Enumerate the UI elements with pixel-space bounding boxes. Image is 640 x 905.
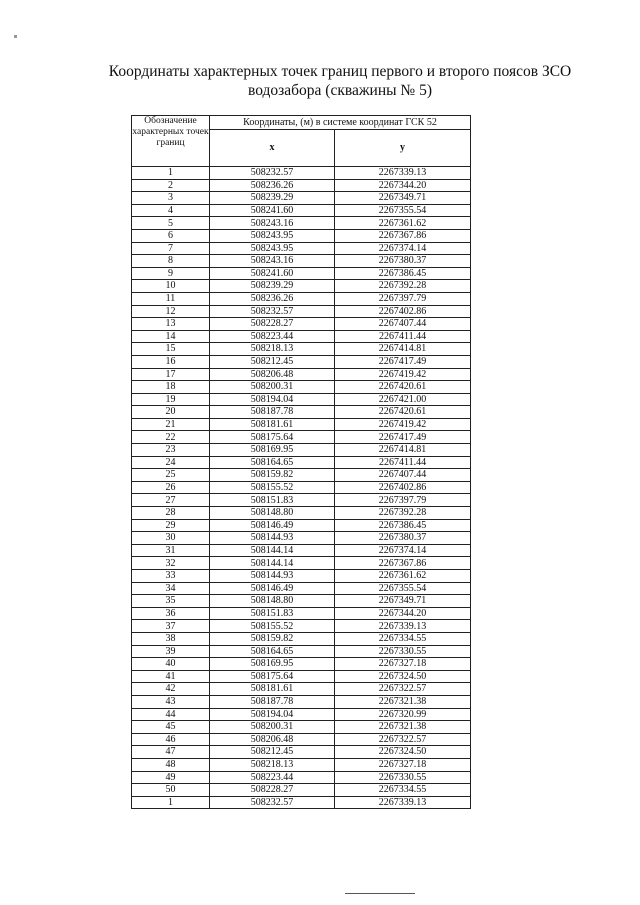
point-number-cell: 49: [132, 771, 210, 784]
table-row: [132, 607, 471, 620]
point-number-cell: 1: [132, 167, 210, 180]
point-number-cell: 20: [132, 406, 210, 419]
y-coordinate-cell: 2267349.71: [335, 192, 471, 205]
x-coordinate-cell: 508232.57: [210, 305, 335, 318]
y-coordinate-cell: 2267419.42: [335, 368, 471, 381]
x-coordinate-cell: 508206.48: [210, 368, 335, 381]
page-edge-line: [345, 893, 415, 894]
y-coordinate-cell: 2267322.57: [335, 683, 471, 696]
y-coordinate-cell: 2267339.13: [335, 167, 471, 180]
table-row: [132, 431, 471, 444]
table-row: [132, 784, 471, 797]
y-coordinate-cell: 2267414.81: [335, 444, 471, 457]
x-coordinate-cell: 508144.93: [210, 532, 335, 545]
x-coordinate-cell: 508232.57: [210, 796, 335, 809]
y-coordinate-cell: 2267386.45: [335, 267, 471, 280]
y-coordinate-cell: 2267420.61: [335, 381, 471, 394]
point-number-cell: 34: [132, 582, 210, 595]
y-coordinate-cell: 2267414.81: [335, 343, 471, 356]
x-coordinate-cell: 508239.29: [210, 280, 335, 293]
point-number-cell: 7: [132, 242, 210, 255]
x-coordinate-cell: 508206.48: [210, 733, 335, 746]
x-coordinate-cell: 508151.83: [210, 607, 335, 620]
table-row: [132, 632, 471, 645]
table-row: [132, 507, 471, 520]
table-row: [132, 582, 471, 595]
y-coordinate-cell: 2267397.79: [335, 292, 471, 305]
point-number-cell: 37: [132, 620, 210, 633]
y-coordinate-cell: 2267324.50: [335, 746, 471, 759]
table-row: [132, 292, 471, 305]
table-row: [132, 456, 471, 469]
x-coordinate-cell: 508218.13: [210, 343, 335, 356]
x-coordinate-cell: 508187.78: [210, 406, 335, 419]
point-number-cell: 31: [132, 544, 210, 557]
point-number-cell: 32: [132, 557, 210, 570]
table-row: [132, 494, 471, 507]
table-row: [132, 355, 471, 368]
y-coordinate-cell: 2267324.50: [335, 670, 471, 683]
table-row: [132, 519, 471, 532]
table-row: [132, 771, 471, 784]
x-coordinate-cell: 508218.13: [210, 758, 335, 771]
point-number-cell: 8: [132, 255, 210, 268]
table-row: [132, 532, 471, 545]
x-coordinate-cell: 508148.80: [210, 595, 335, 608]
x-coordinate-cell: 508155.52: [210, 481, 335, 494]
table-row: [132, 695, 471, 708]
y-coordinate-cell: 2267411.44: [335, 330, 471, 343]
y-coordinate-cell: 2267411.44: [335, 456, 471, 469]
x-coordinate-cell: 508144.14: [210, 557, 335, 570]
table-row: [132, 481, 471, 494]
x-coordinate-cell: 508194.04: [210, 393, 335, 406]
y-coordinate-cell: 2267407.44: [335, 318, 471, 331]
table-row: [132, 595, 471, 608]
table-row: [132, 280, 471, 293]
point-number-cell: 42: [132, 683, 210, 696]
table-row: [132, 670, 471, 683]
point-number-cell: 23: [132, 444, 210, 457]
x-coordinate-cell: 508223.44: [210, 771, 335, 784]
point-number-cell: 38: [132, 632, 210, 645]
x-coordinate-cell: 508212.45: [210, 355, 335, 368]
x-coordinate-cell: 508228.27: [210, 784, 335, 797]
table-row: [132, 217, 471, 230]
table-header: [132, 116, 471, 167]
y-coordinate-cell: 2267322.57: [335, 733, 471, 746]
y-coordinate-cell: 2267339.13: [335, 620, 471, 633]
table-row: [132, 393, 471, 406]
y-coordinate-cell: 2267361.62: [335, 570, 471, 583]
x-coordinate-cell: 508155.52: [210, 620, 335, 633]
y-coordinate-cell: 2267330.55: [335, 771, 471, 784]
point-number-cell: 22: [132, 431, 210, 444]
y-coordinate-cell: 2267327.18: [335, 758, 471, 771]
y-coordinate-cell: 2267349.71: [335, 595, 471, 608]
point-number-cell: 33: [132, 570, 210, 583]
y-coordinate-cell: 2267344.20: [335, 607, 471, 620]
point-number-cell: 27: [132, 494, 210, 507]
y-coordinate-cell: 2267330.55: [335, 645, 471, 658]
x-coordinate-cell: 508159.82: [210, 469, 335, 482]
y-coordinate-cell: 2267355.54: [335, 582, 471, 595]
x-coordinate-cell: 508200.31: [210, 721, 335, 734]
y-coordinate-cell: 2267380.37: [335, 255, 471, 268]
scan-speck: [14, 35, 17, 38]
y-coordinate-cell: 2267361.62: [335, 217, 471, 230]
y-coordinate-cell: 2267334.55: [335, 632, 471, 645]
point-number-cell: 48: [132, 758, 210, 771]
point-number-cell: 9: [132, 267, 210, 280]
y-coordinate-cell: 2267402.86: [335, 305, 471, 318]
table-row: [132, 544, 471, 557]
table-row: [132, 418, 471, 431]
y-coordinate-cell: 2267344.20: [335, 179, 471, 192]
table-row: [132, 242, 471, 255]
table-row: [132, 267, 471, 280]
y-coordinate-cell: 2267407.44: [335, 469, 471, 482]
table-row: [132, 330, 471, 343]
y-coordinate-cell: 2267386.45: [335, 519, 471, 532]
document-title: [80, 62, 600, 100]
point-number-cell: 36: [132, 607, 210, 620]
x-coordinate-cell: 508223.44: [210, 330, 335, 343]
y-coordinate-cell: 2267417.49: [335, 355, 471, 368]
y-coordinate-cell: 2267374.14: [335, 544, 471, 557]
point-number-cell: 35: [132, 595, 210, 608]
table-row: [132, 645, 471, 658]
point-number-cell: 25: [132, 469, 210, 482]
point-number-cell: 40: [132, 658, 210, 671]
x-coordinate-cell: 508164.65: [210, 456, 335, 469]
y-coordinate-cell: 2267421.00: [335, 393, 471, 406]
point-number-cell: 29: [132, 519, 210, 532]
point-number-cell: 12: [132, 305, 210, 318]
x-coordinate-cell: 508169.95: [210, 444, 335, 457]
y-coordinate-cell: 2267374.14: [335, 242, 471, 255]
x-coordinate-cell: 508243.16: [210, 217, 335, 230]
point-number-cell: 26: [132, 481, 210, 494]
x-coordinate-cell: 508243.95: [210, 242, 335, 255]
point-number-cell: 14: [132, 330, 210, 343]
table-row: [132, 570, 471, 583]
y-coordinate-cell: 2267380.37: [335, 532, 471, 545]
y-coordinate-cell: 2267339.13: [335, 796, 471, 809]
x-coordinate-cell: 508236.26: [210, 179, 335, 192]
point-number-cell: 4: [132, 204, 210, 217]
x-coordinate-cell: 508212.45: [210, 746, 335, 759]
table-row: [132, 557, 471, 570]
table-row: [132, 381, 471, 394]
x-coordinate-cell: 508146.49: [210, 519, 335, 532]
x-coordinate-cell: 508181.61: [210, 683, 335, 696]
header-coordinates: Координаты, (м) в системе координат ГСК 52: [210, 116, 471, 130]
x-coordinate-cell: 508236.26: [210, 292, 335, 305]
point-number-cell: 45: [132, 721, 210, 734]
y-coordinate-cell: 2267392.28: [335, 280, 471, 293]
table-row: [132, 368, 471, 381]
point-number-cell: 44: [132, 708, 210, 721]
point-number-cell: 41: [132, 670, 210, 683]
table-row: [132, 733, 471, 746]
x-coordinate-cell: 508164.65: [210, 645, 335, 658]
y-coordinate-cell: 2267321.38: [335, 721, 471, 734]
table-row: [132, 204, 471, 217]
point-number-cell: 47: [132, 746, 210, 759]
x-coordinate-cell: 508151.83: [210, 494, 335, 507]
y-coordinate-cell: 2267367.86: [335, 229, 471, 242]
point-number-cell: 30: [132, 532, 210, 545]
table-body: [132, 167, 471, 809]
point-number-cell: 50: [132, 784, 210, 797]
point-number-cell: 1: [132, 796, 210, 809]
table-row: [132, 305, 471, 318]
point-number-cell: 16: [132, 355, 210, 368]
point-number-cell: 18: [132, 381, 210, 394]
x-coordinate-cell: 508200.31: [210, 381, 335, 394]
table-row: [132, 406, 471, 419]
point-number-cell: 21: [132, 418, 210, 431]
header-points: Обозначение характерных точек границ: [132, 116, 210, 167]
y-coordinate-cell: 2267355.54: [335, 204, 471, 217]
point-number-cell: 11: [132, 292, 210, 305]
x-coordinate-cell: 508144.93: [210, 570, 335, 583]
x-coordinate-cell: 508194.04: [210, 708, 335, 721]
point-number-cell: 5: [132, 217, 210, 230]
point-number-cell: 17: [132, 368, 210, 381]
x-coordinate-cell: 508148.80: [210, 507, 335, 520]
coordinates-table: [131, 115, 471, 809]
point-number-cell: 2: [132, 179, 210, 192]
x-coordinate-cell: 508159.82: [210, 632, 335, 645]
x-coordinate-cell: 508241.60: [210, 204, 335, 217]
point-number-cell: 10: [132, 280, 210, 293]
y-coordinate-cell: 2267420.61: [335, 406, 471, 419]
point-number-cell: 43: [132, 695, 210, 708]
x-coordinate-cell: 508243.95: [210, 229, 335, 242]
x-coordinate-cell: 508187.78: [210, 695, 335, 708]
title-line-2: водозабора (скважины № 5): [247, 82, 433, 99]
table-row: [132, 167, 471, 180]
y-coordinate-cell: 2267419.42: [335, 418, 471, 431]
table-row: [132, 620, 471, 633]
x-coordinate-cell: 508181.61: [210, 418, 335, 431]
y-coordinate-cell: 2267327.18: [335, 658, 471, 671]
point-number-cell: 28: [132, 507, 210, 520]
x-coordinate-cell: 508175.64: [210, 670, 335, 683]
point-number-cell: 19: [132, 393, 210, 406]
x-coordinate-cell: 508228.27: [210, 318, 335, 331]
header-y: y: [335, 130, 471, 167]
x-coordinate-cell: 508144.14: [210, 544, 335, 557]
x-coordinate-cell: 508232.57: [210, 167, 335, 180]
table-row: [132, 469, 471, 482]
y-coordinate-cell: 2267402.86: [335, 481, 471, 494]
y-coordinate-cell: 2267320.99: [335, 708, 471, 721]
table-row: [132, 444, 471, 457]
table-row: [132, 683, 471, 696]
point-number-cell: 46: [132, 733, 210, 746]
table-row: [132, 758, 471, 771]
point-number-cell: 39: [132, 645, 210, 658]
table-row: [132, 318, 471, 331]
y-coordinate-cell: 2267321.38: [335, 695, 471, 708]
x-coordinate-cell: 508239.29: [210, 192, 335, 205]
y-coordinate-cell: 2267367.86: [335, 557, 471, 570]
table-row: [132, 746, 471, 759]
table-row: [132, 229, 471, 242]
table-row: [132, 708, 471, 721]
table-row: [132, 796, 471, 809]
x-coordinate-cell: 508243.16: [210, 255, 335, 268]
point-number-cell: 15: [132, 343, 210, 356]
y-coordinate-cell: 2267392.28: [335, 507, 471, 520]
title-line-1: Координаты характерных точек границ первого и второго поясов ЗСО: [108, 63, 572, 80]
point-number-cell: 13: [132, 318, 210, 331]
point-number-cell: 24: [132, 456, 210, 469]
table-row: [132, 192, 471, 205]
point-number-cell: 6: [132, 229, 210, 242]
y-coordinate-cell: 2267397.79: [335, 494, 471, 507]
y-coordinate-cell: 2267417.49: [335, 431, 471, 444]
x-coordinate-cell: 508146.49: [210, 582, 335, 595]
y-coordinate-cell: 2267334.55: [335, 784, 471, 797]
x-coordinate-cell: 508241.60: [210, 267, 335, 280]
table-row: [132, 179, 471, 192]
table-row: [132, 255, 471, 268]
table-row: [132, 343, 471, 356]
table-row: [132, 721, 471, 734]
header-x: x: [210, 130, 335, 167]
x-coordinate-cell: 508169.95: [210, 658, 335, 671]
point-number-cell: 3: [132, 192, 210, 205]
x-coordinate-cell: 508175.64: [210, 431, 335, 444]
table-row: [132, 658, 471, 671]
